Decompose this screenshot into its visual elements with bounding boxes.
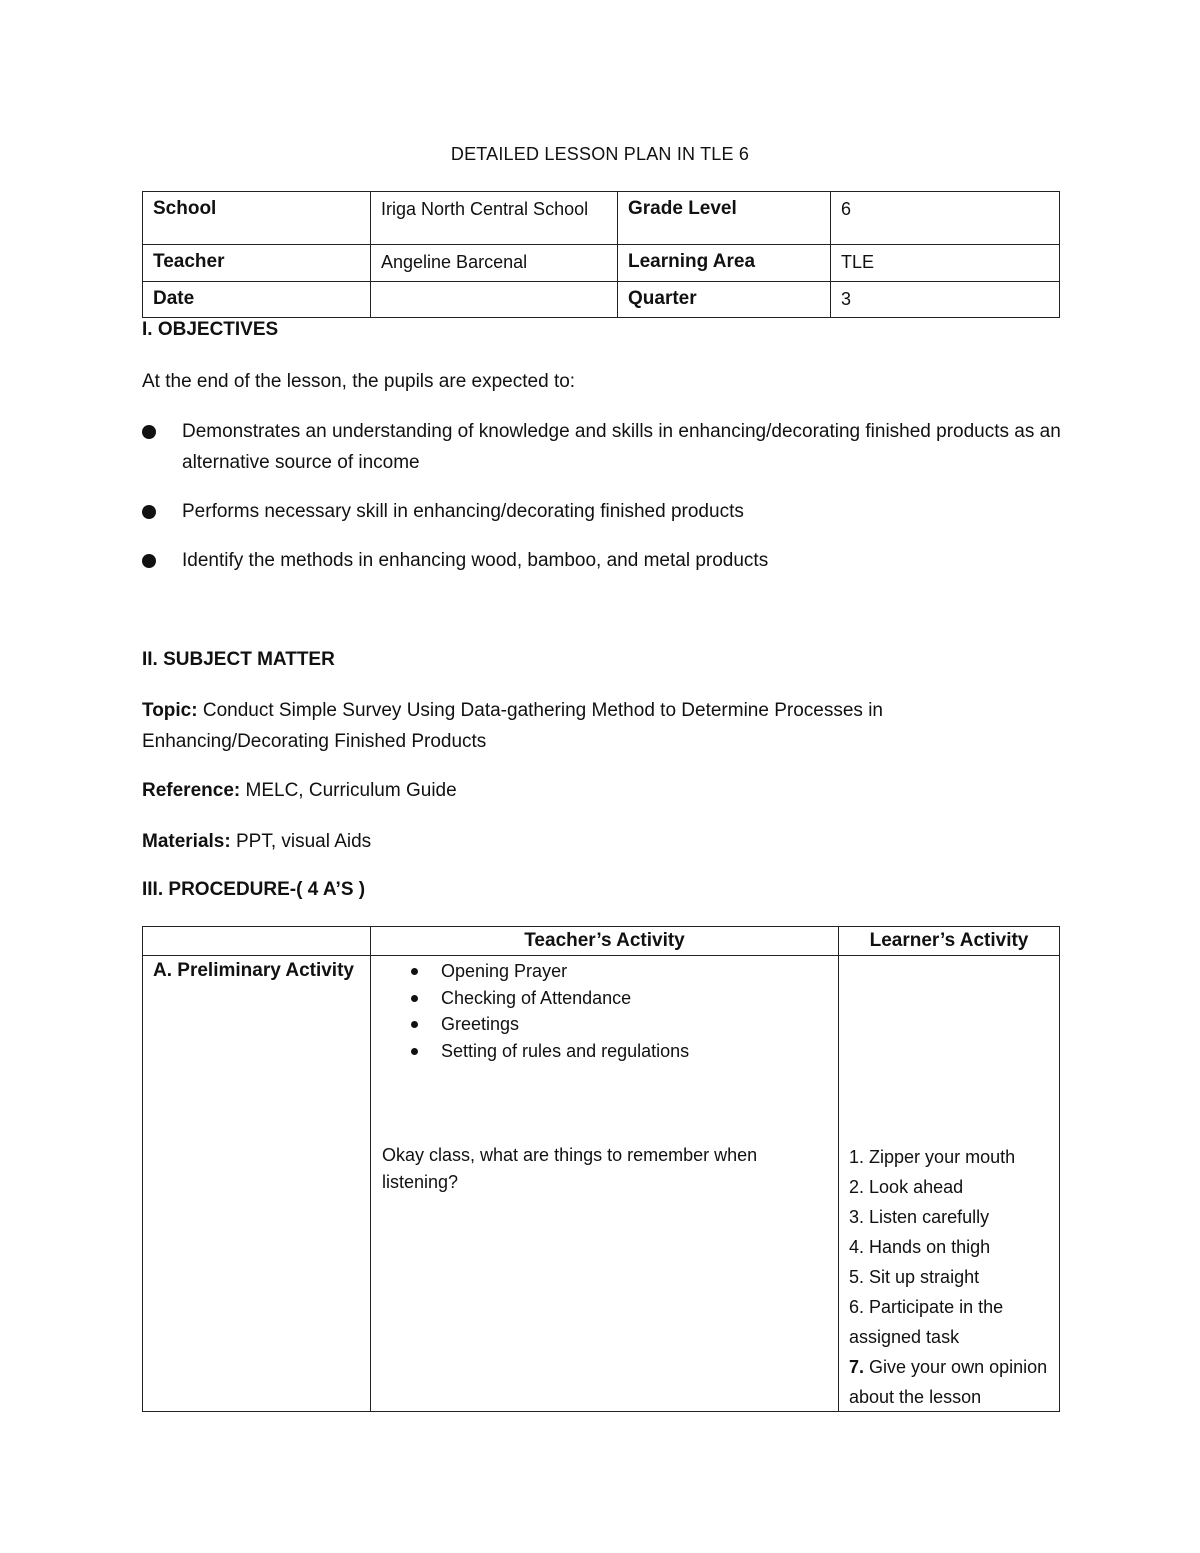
item-number: 5. [849,1267,865,1287]
item-number: 1. [849,1147,865,1167]
list-item: Opening Prayer [411,958,689,985]
list-item [849,1172,1049,1202]
info-row-school [143,192,1060,245]
item-number: 4. [849,1237,865,1257]
teacher-activity-header: Teacher’s Activity [371,927,839,956]
objective-text: Performs necessary skill in enhancing/decorating finished products [182,501,744,522]
topic-label: Topic: [142,700,198,721]
list-item [849,1202,1049,1232]
preliminary-activity-label: A. Preliminary Activity [153,960,354,981]
procedure-table [142,926,1060,1412]
list-item [849,1232,1049,1262]
learner-activity-cell [839,956,1060,1412]
teacher-activity-cell [371,956,839,1412]
teacher-value: Angeline Barcenal [371,245,618,282]
materials-label: Materials: [142,831,231,852]
document-title: DETAILED LESSON PLAN IN TLE 6 [450,144,750,164]
item-text: Sit up straight [869,1267,980,1287]
item-text: Hands on thigh [869,1237,991,1257]
list-item [849,1262,1049,1292]
learning-area-label: Learning Area [618,245,831,282]
bullet-icon [142,554,156,568]
school-value: Iriga North Central School [371,192,618,245]
item-number: 2. [849,1177,865,1197]
reference-value: MELC, Curriculum Guide [245,780,457,801]
procedure-heading: III. PROCEDURE-( 4 A’S ) [142,879,366,900]
objectives-intro: At the end of the lesson, the pupils are expected to: [142,371,576,392]
list-item [849,1142,1049,1172]
grade-level-value: 6 [831,192,1060,245]
date-label: Date [143,282,371,318]
reference-label: Reference: [142,780,241,801]
objective-text: Identify the methods in enhancing wood, bamboo, and metal products [182,550,769,571]
objective-text: Demonstrates an understanding of knowledge and skills in enhancing/decorating finished products as an alternative source of income [182,421,1061,473]
preliminary-activity-row [143,956,1060,1412]
procedure-header-row [143,927,1060,956]
subject-matter-heading: II. SUBJECT MATTER [142,649,335,670]
list-item: Checking of Attendance [411,985,689,1012]
learner-response-list [849,1142,1049,1412]
objective-item [142,496,1062,527]
item-text: Look ahead [869,1177,964,1197]
bullet-icon [142,425,156,439]
item-number: 7. [849,1357,865,1377]
item-text: Listen carefully [869,1207,990,1227]
objectives-heading: I. OBJECTIVES [142,319,279,340]
objective-item [142,416,1062,478]
list-item [849,1352,1049,1412]
item-number: 6. [849,1297,865,1317]
item-text: Give your own opinion about the lesson [849,1357,1048,1407]
quarter-value: 3 [831,282,1060,318]
learning-area-value: TLE [831,245,1060,282]
item-number: 3. [849,1207,865,1227]
info-row-date [143,282,1060,318]
item-text: Zipper your mouth [869,1147,1016,1167]
quarter-label: Quarter [618,282,831,318]
topic-paragraph [142,695,942,757]
grade-level-label: Grade Level [618,192,831,245]
date-value [371,282,618,318]
list-item [849,1292,1049,1352]
list-item: Setting of rules and regulations [411,1038,689,1065]
item-text: Participate in the assigned task [849,1297,1004,1347]
school-label: School [143,192,371,245]
lesson-info-table [142,191,1060,318]
list-item: Greetings [411,1011,689,1038]
topic-value: Conduct Simple Survey Using Data-gathering Method to Determine Processes in Enhancing/Decorating Finished Products [142,700,883,752]
materials-paragraph [142,826,371,857]
objective-item [142,545,1062,576]
teacher-question: Okay class, what are things to remember when listening? [382,1145,758,1192]
blank-header [143,927,371,956]
bullet-icon [142,505,156,519]
learner-activity-header: Learner’s Activity [839,927,1060,956]
row-label-cell [143,956,371,1412]
teacher-label: Teacher [143,245,371,282]
reference-paragraph [142,775,457,806]
info-row-teacher [143,245,1060,282]
materials-value: PPT, visual Aids [235,831,372,852]
teacher-activity-list [411,958,689,1064]
